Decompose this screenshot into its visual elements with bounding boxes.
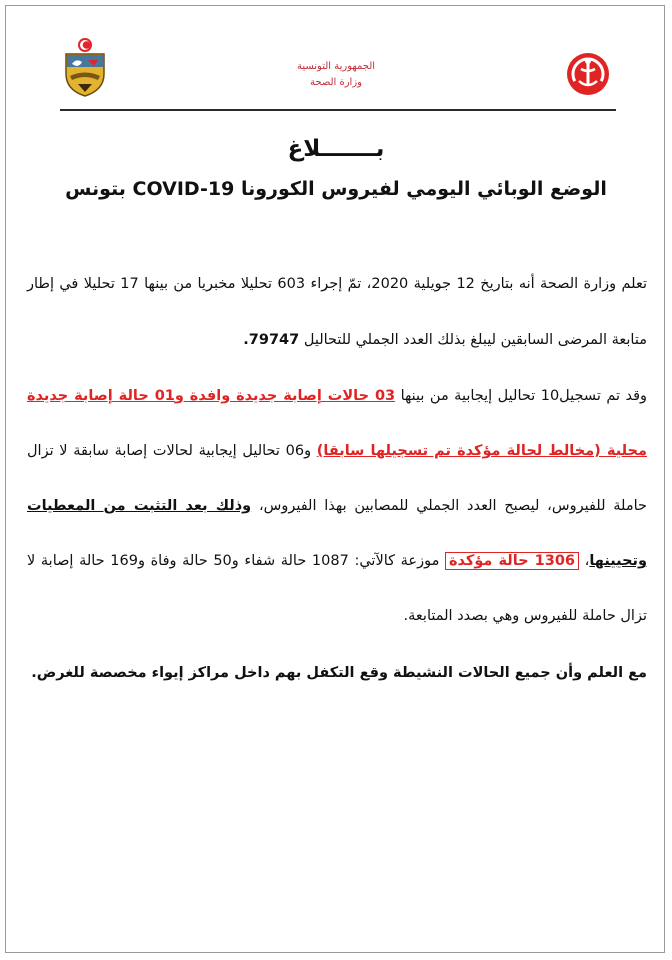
- cases-text-2: و06 تحاليل إيجابية لحالات إصابة سابقة لا تزال حاملة للفيروس، ليصبح العدد الجملي للمصابين بهذا الفيروس،: [27, 443, 647, 514]
- cases-text-3: ،: [579, 553, 590, 569]
- announcement-body: [27, 256, 647, 702]
- paragraph-active-cases: مع العلم وأن جميع الحالات النشيطة وقع التكفل بهم داخل مراكز إيواء مخصصة للغرض.: [31, 665, 647, 681]
- paragraph-tests: [27, 256, 647, 368]
- paragraph-cases: [27, 369, 647, 644]
- notice-title: بـــــــلاغ: [287, 136, 385, 162]
- letterhead-text: [236, 60, 436, 92]
- headline: الوضع الوبائي اليومي لفيروس الكورونا COVID-19 بتونس: [65, 178, 607, 200]
- tunisia-coat-of-arms-icon: [58, 36, 112, 98]
- total-tests-value: 79747.: [243, 332, 300, 348]
- verification-note: وذلك بعد التثبت من المعطيات وتحيينها: [27, 498, 647, 569]
- ministry-of-health-logo-icon: [565, 51, 611, 97]
- header-divider: [60, 109, 616, 111]
- republic-name: الجمهورية التونسية: [296, 61, 376, 72]
- tests-text: تعلم وزارة الصحة أنه بتاريخ 12 جويلية 2020، تمّ إجراء 603 تحليلا مخبريا من بينها 17 تحليلا في إطار متابعة المرضى السابقين ليبلغ بذلك العدد الجملي للتحاليل: [27, 276, 647, 348]
- confirmed-cases-box: 1306 حالة مؤكدة: [445, 552, 579, 570]
- ministry-name: وزارة الصحة: [310, 77, 362, 88]
- cases-text-1: وقد تم تسجيل10 تحاليل إيجابية من بينها: [395, 388, 648, 404]
- cases-text-4: موزعة كالآتي: 1087 حالة شفاء و50 حالة وفاة و169 حالة إصابة لا تزال حاملة للفيروس وهي بصدد المتابعة.: [27, 553, 647, 624]
- new-cases-highlight: 03 حالات إصابة جديدة وافدة و01 حالة إصابة جديدة محلية (مخالط لحالة مؤكدة تم تسجيلها سابقا): [27, 388, 647, 459]
